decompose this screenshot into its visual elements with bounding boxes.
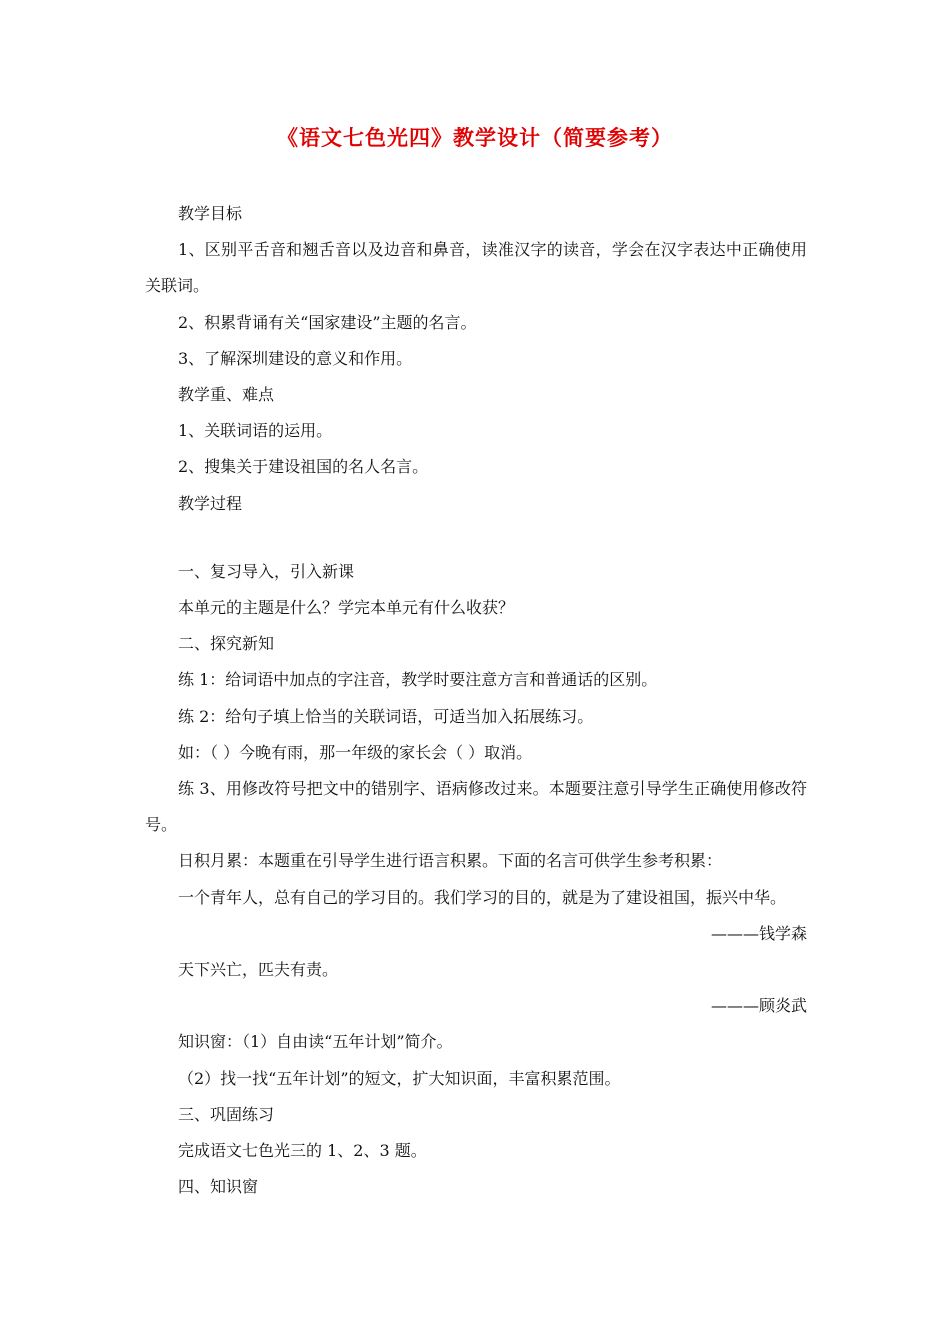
process-step-1-heading: 一、复习导入，引入新课 xyxy=(178,561,355,581)
exercise-2: 练 2：给句子填上恰当的关联词语，可适当加入拓展练习。 xyxy=(178,706,594,726)
process-step-3-text: 完成语文七色光三的 1、2、3 题。 xyxy=(178,1141,427,1161)
process-step-2-heading: 二、探究新知 xyxy=(178,634,275,654)
section-heading-goals: 教学目标 xyxy=(178,204,243,223)
section-heading-key-points: 教学重、难点 xyxy=(178,385,275,405)
goal-item-1: 1、区别平舌音和翘舌音以及边音和鼻音，读准汉字的读音，学会在汉字表达中正确使用关联词。 xyxy=(145,240,807,296)
exercise-3: 练 3、用修改符号把文中的错别字、语病修改过来。本题要注意引导学生正确使用修改符号。 xyxy=(145,779,807,835)
exercise-1: 练 1：给词语中加点的字注音，教学时要注意方言和普通话的区别。 xyxy=(178,670,658,690)
quote-2-author: ———顾炎武 xyxy=(710,996,807,1016)
goal-item-3: 3、了解深圳建设的意义和作用。 xyxy=(178,348,413,368)
section-heading-process: 教学过程 xyxy=(178,493,243,513)
document-body xyxy=(145,196,807,1205)
exercise-2-example: 如：（ ）今晚有雨，那一年级的家长会（ ）取消。 xyxy=(178,742,533,762)
goal-item-2: 2、积累背诵有关“国家建设”主题的名言。 xyxy=(178,312,477,332)
knowledge-window-2: （2）找一找“五年计划”的短文，扩大知识面，丰富积累范围。 xyxy=(178,1068,621,1088)
key-point-item-1: 1、关联词语的运用。 xyxy=(178,421,333,441)
process-step-3-heading: 三、巩固练习 xyxy=(178,1104,275,1124)
daily-accumulation: 日积月累：本题重在引导学生进行语言积累。下面的名言可供学生参考积累： xyxy=(178,851,723,871)
key-point-item-2: 2、搜集关于建设祖国的名人名言。 xyxy=(178,457,429,477)
quote-2: 天下兴亡，匹夫有责。 xyxy=(178,960,339,980)
process-step-1-text: 本单元的主题是什么？学完本单元有什么收获？ xyxy=(178,598,515,618)
document-title: 《语文七色光四》教学设计（简要参考） xyxy=(277,125,673,150)
process-step-4-heading: 四、知识窗 xyxy=(178,1177,259,1197)
quote-1-author: ———钱学森 xyxy=(710,923,807,943)
knowledge-window-1: 知识窗：（1）自由读“五年计划”简介。 xyxy=(178,1032,453,1052)
quote-1: 一个青年人，总有自己的学习目的。我们学习的目的，就是为了建设祖国，振兴中华。 xyxy=(178,887,787,907)
